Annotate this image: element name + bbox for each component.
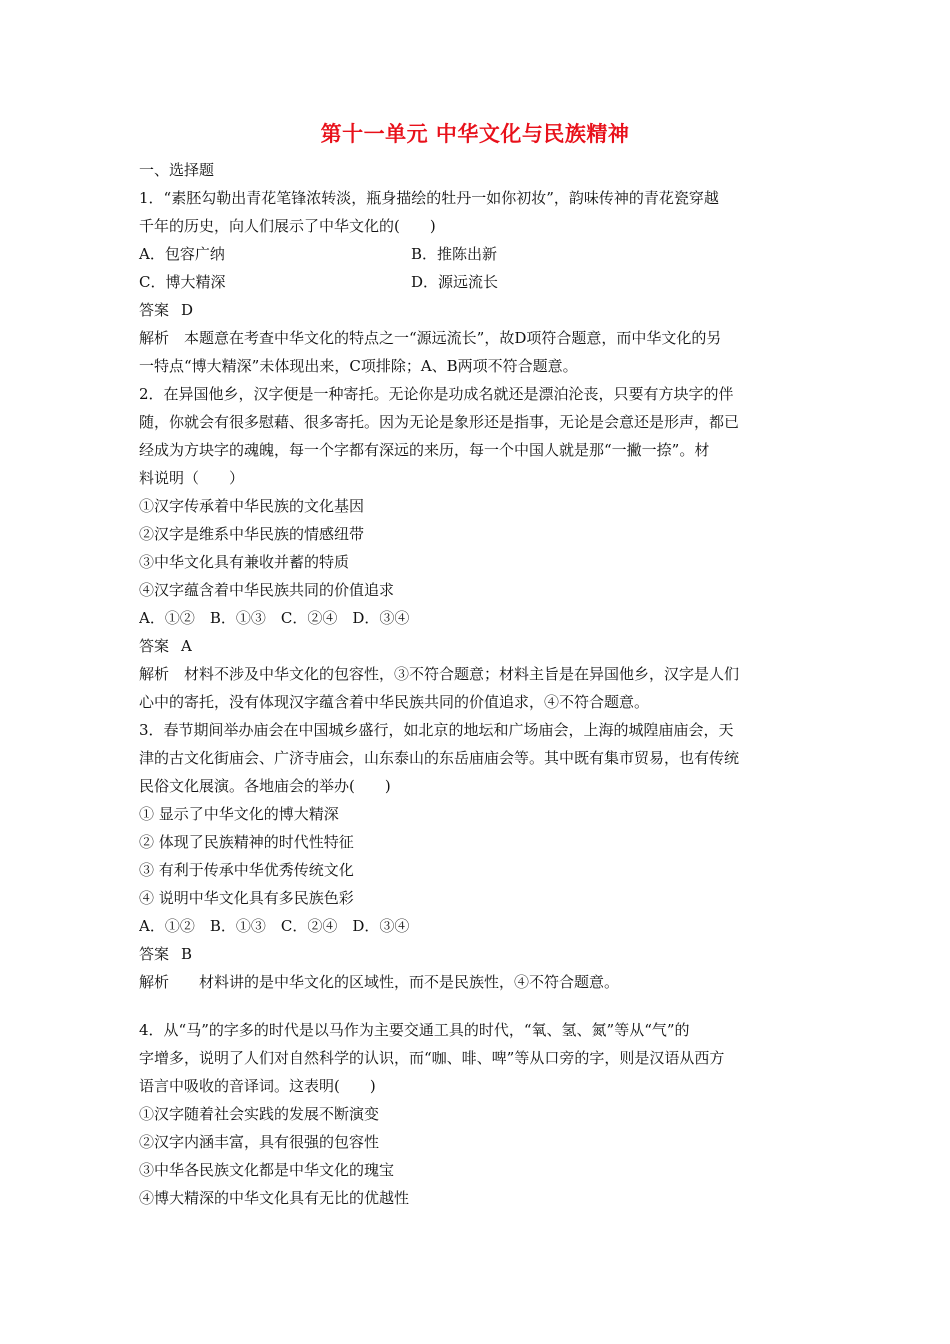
question-text-line: 3．春节期间举办庙会在中国城乡盛行，如北京的地坛和广场庙会，上海的城隍庙庙会，天 [139, 721, 734, 739]
answer-label: 答案 [139, 945, 170, 963]
answer-label: 答案 [139, 301, 170, 319]
option-d: D．源远流长 [411, 273, 499, 291]
answer-label: 答案 [139, 637, 170, 655]
question-text-line: 2．在异国他乡，汉字便是一种寄托。无论你是功成名就还是漂泊沦丧，只要有方块字的伴 [139, 385, 734, 403]
statement-item: ①汉字传承着中华民族的文化基因 [139, 497, 365, 515]
question-text-line: 字增多，说明了人们对自然科学的认识，而“咖、啡、啤”等从口旁的字，则是汉语从西方 [139, 1049, 725, 1067]
statement-item: ③中华文化具有兼收并蓄的特质 [139, 553, 350, 571]
statement-item: ②汉字是维系中华民族的情感纽带 [139, 525, 365, 543]
statement-item: ③中华各民族文化都是中华文化的瑰宝 [139, 1161, 395, 1179]
statement-item: ④汉字蕴含着中华民族共同的价值追求 [139, 581, 395, 599]
question-text-line: 语言中吸收的音译词。这表明( ) [139, 1077, 376, 1095]
analysis-line: 解析 材料讲的是中华文化的区域性，而不是民族性，④不符合题意。 [139, 973, 620, 991]
statement-item: ① 显示了中华文化的博大精深 [139, 805, 339, 823]
analysis-line: 解析 材料不涉及中华文化的包容性，③不符合题意；材料主旨是在异国他乡，汉字是人们 [139, 665, 740, 683]
question-text-line: 4．从“马”的字多的时代是以马作为主要交通工具的时代，“氧、氢、氮”等从“气”的 [139, 1021, 690, 1039]
question-text-line: 料说明（ ） [139, 469, 245, 487]
page-title: 第十一单元 中华文化与民族精神 [320, 122, 630, 146]
question-text-line: 1．“素胚勾勒出青花笔锋浓转淡，瓶身描绘的牡丹一如你初妆”，韵味传神的青花瓷穿越 [139, 189, 719, 207]
choice-options: A．①② B．①③ C．②④ D．③④ [139, 917, 410, 935]
answer-value: A [181, 637, 192, 655]
document-body [139, 156, 811, 1212]
question-1 [139, 184, 811, 380]
answer-value: B [181, 945, 193, 963]
statement-item: ② 体现了民族精神的时代性特征 [139, 833, 354, 851]
answer-value: D [181, 301, 194, 319]
question-text-line: 津的古文化街庙会、广济寺庙会，山东泰山的东岳庙庙会等。其中既有集市贸易，也有传统 [139, 749, 740, 767]
choice-options: A．①② B．①③ C．②④ D．③④ [139, 609, 410, 627]
statement-item: ④ 说明中华文化具有多民族色彩 [139, 889, 354, 907]
answer-line [139, 632, 811, 660]
question-text-line: 民俗文化展演。各地庙会的举办( ) [139, 777, 391, 795]
option-b: B．推陈出新 [411, 245, 498, 263]
section-heading: 一、选择题 [139, 161, 215, 179]
question-text-line: 千年的历史，向人们展示了中华文化的( ) [139, 217, 436, 235]
analysis-line: 一特点“博大精深”未体现出来，C项排除；A、B两项不符合题意。 [139, 357, 578, 375]
answer-line [139, 296, 811, 324]
option-c: C．博大精深 [139, 273, 226, 291]
analysis-line: 解析 本题意在考查中华文化的特点之一“源远流长”，故D项符合题意，而中华文化的另 [139, 329, 722, 347]
statement-item: ②汉字内涵丰富，具有很强的包容性 [139, 1133, 380, 1151]
question-text-line: 随，你就会有很多慰藉、很多寄托。因为无论是象形还是指事，无论是会意还是形声，都已 [139, 413, 740, 431]
statement-item: ③ 有利于传承中华优秀传统文化 [139, 861, 354, 879]
answer-line [139, 940, 811, 968]
question-text-line: 经成为方块字的魂魄，每一个字都有深远的来历，每一个中国人就是那“一撇一捺”。材 [139, 441, 710, 459]
option-row [139, 268, 811, 296]
option-a: A．包容广纳 [139, 245, 225, 263]
statement-item: ④博大精深的中华文化具有无比的优越性 [139, 1189, 410, 1207]
question-2 [139, 380, 811, 716]
option-row [139, 240, 811, 268]
question-3 [139, 716, 811, 996]
analysis-line: 心中的寄托，没有体现汉字蕴含着中华民族共同的价值追求，④不符合题意。 [139, 693, 650, 711]
spacer [139, 996, 811, 1016]
statement-item: ①汉字随着社会实践的发展不断演变 [139, 1105, 380, 1123]
question-4 [139, 1016, 811, 1212]
